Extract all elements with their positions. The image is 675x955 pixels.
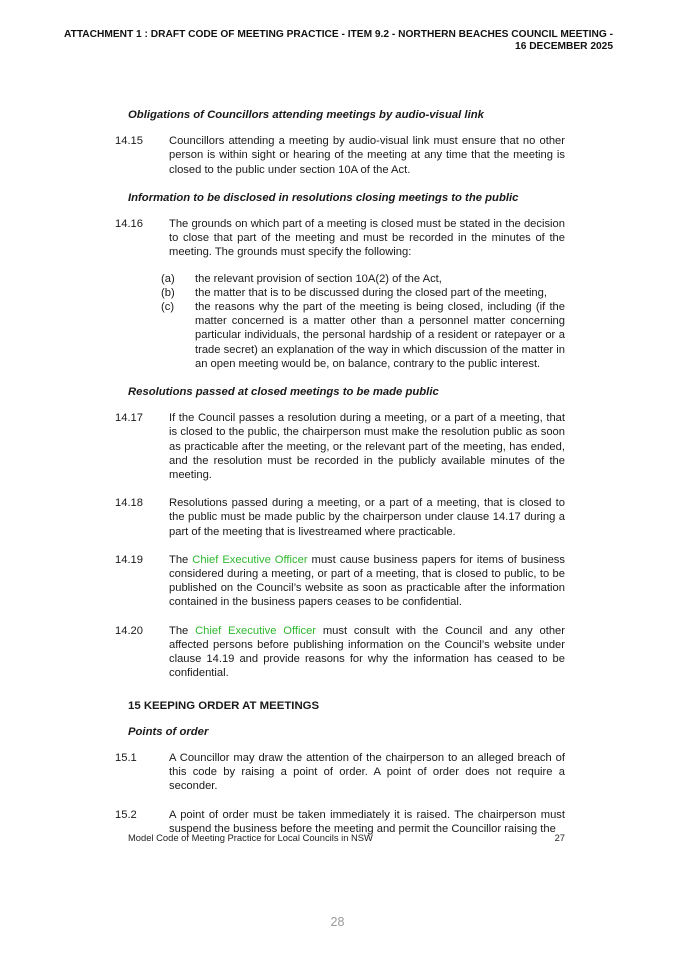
clause-text: Resolutions passed during a meeting, or a part of a meeting, that is closed to the public must be made public by the chairperson under clause 14.17 during a part of the meeting that is livestreamed where practicable.	[169, 497, 565, 538]
subheading-points-of-order: Points of order	[128, 725, 209, 738]
header-line-1: ATTACHMENT 1 : DRAFT CODE OF MEETING PRACTICE - ITEM 9.2 - NORTHERN BEACHES COUNCIL MEETING -	[64, 29, 613, 40]
footer-title: Model Code of Meeting Practice for Local Councils in NSW	[128, 832, 373, 843]
list-text: the matter that is to be discussed during the closed part of the meeting,	[195, 286, 547, 299]
section-heading-15: 15 KEEPING ORDER AT MEETINGS	[128, 699, 320, 712]
page-number: 28	[330, 915, 345, 929]
page-header	[13, 29, 613, 53]
clause-number: 15.2	[115, 808, 137, 821]
clause-number: 14.16	[115, 218, 143, 231]
highlighted-term: Chief Executive Officer	[192, 553, 308, 566]
document-body	[115, 108, 565, 836]
text-run: must cause business papers for items of business considered during a meeting, or part of a meeting, that is closed to public, to be published on the Council’s website as soon as practicable after the information contained in the business papers ceases to be confidential.	[169, 553, 565, 609]
clause-14-18	[115, 496, 565, 539]
footer-page: 27	[554, 832, 565, 843]
highlighted-term: Chief Executive Officer	[195, 624, 317, 637]
subheading-resolutions-public: Resolutions passed at closed meetings to be made public	[128, 386, 439, 399]
clause-text	[169, 553, 565, 610]
clause-14-15	[115, 134, 565, 177]
list-item	[161, 272, 565, 286]
list-text: the reasons why the part of the meeting is being closed, including (if the matter concerned is a matter other than a personnel matter concerning particular individuals, the personal hardship of a resident or ratepayer or a trade secret) an explanation of the way in which discussion of the matter in an open meeting would be, on balance, contrary to the public interest.	[195, 301, 565, 370]
header-line-2: 16 DECEMBER 2025	[515, 41, 613, 52]
text-run: The	[169, 624, 196, 637]
clause-14-16	[115, 217, 565, 260]
clause-14-19	[115, 553, 565, 610]
clause-number: 14.20	[115, 624, 143, 637]
list-label: (c)	[161, 301, 175, 314]
clause-number: 14.15	[115, 135, 143, 148]
clause-number: 14.17	[115, 412, 143, 425]
clause-text: A point of order must be taken immediately it is raised. The chairperson must suspend the business before the meeting and permit the Councillor raising the	[169, 808, 565, 835]
list-label: (b)	[161, 286, 175, 299]
clause-text: The grounds on which part of a meeting is closed must be stated in the decision to close that part of the meeting and must be recorded in the minutes of the meeting. The grounds must specify the following:	[169, 218, 565, 259]
clause-number: 14.19	[115, 553, 143, 566]
subheading-info-disclosed: Information to be disclosed in resolutions closing meetings to the public	[128, 191, 519, 204]
list-item	[161, 300, 565, 371]
clause-15-1	[115, 751, 565, 794]
clause-14-17	[115, 411, 565, 482]
list-label: (a)	[161, 272, 175, 285]
clause-text: Councillors attending a meeting by audio-visual link must ensure that no other person is within sight or hearing of the meeting at any time that the meeting is closed to the public under section 10A of the Act.	[169, 135, 565, 176]
clause-number: 14.18	[115, 497, 143, 510]
subheading-av-link: Obligations of Councillors attending meetings by audio-visual link	[128, 109, 484, 121]
clause-14-20	[115, 624, 565, 681]
clause-number: 15.1	[115, 751, 137, 764]
text-run: The	[169, 553, 193, 566]
list-item	[161, 286, 565, 300]
clause-text	[169, 624, 565, 681]
page-footer	[128, 832, 565, 843]
list-text: the relevant provision of section 10A(2) of the Act,	[195, 272, 442, 285]
clause-text: A Councillor may draw the attention of the chairperson to an alleged breach of this code by raising a point of order. A point of order does not require a seconder.	[169, 751, 565, 793]
clause-text: If the Council passes a resolution during a meeting, or a part of a meeting, that is closed to the public, the chairperson must make the resolution public as soon as practicable after the meeting, or the relevant part of the meeting, has ended, and the resolution must be recorded in the publicly available minutes of the meeting.	[169, 412, 565, 482]
clause-14-16-list	[128, 272, 565, 371]
text-run: must consult with the Council and any other affected persons before publishing information on the Council’s website under clause 14.19 and provide reasons for why the information has ceased to be confidential.	[169, 624, 565, 680]
